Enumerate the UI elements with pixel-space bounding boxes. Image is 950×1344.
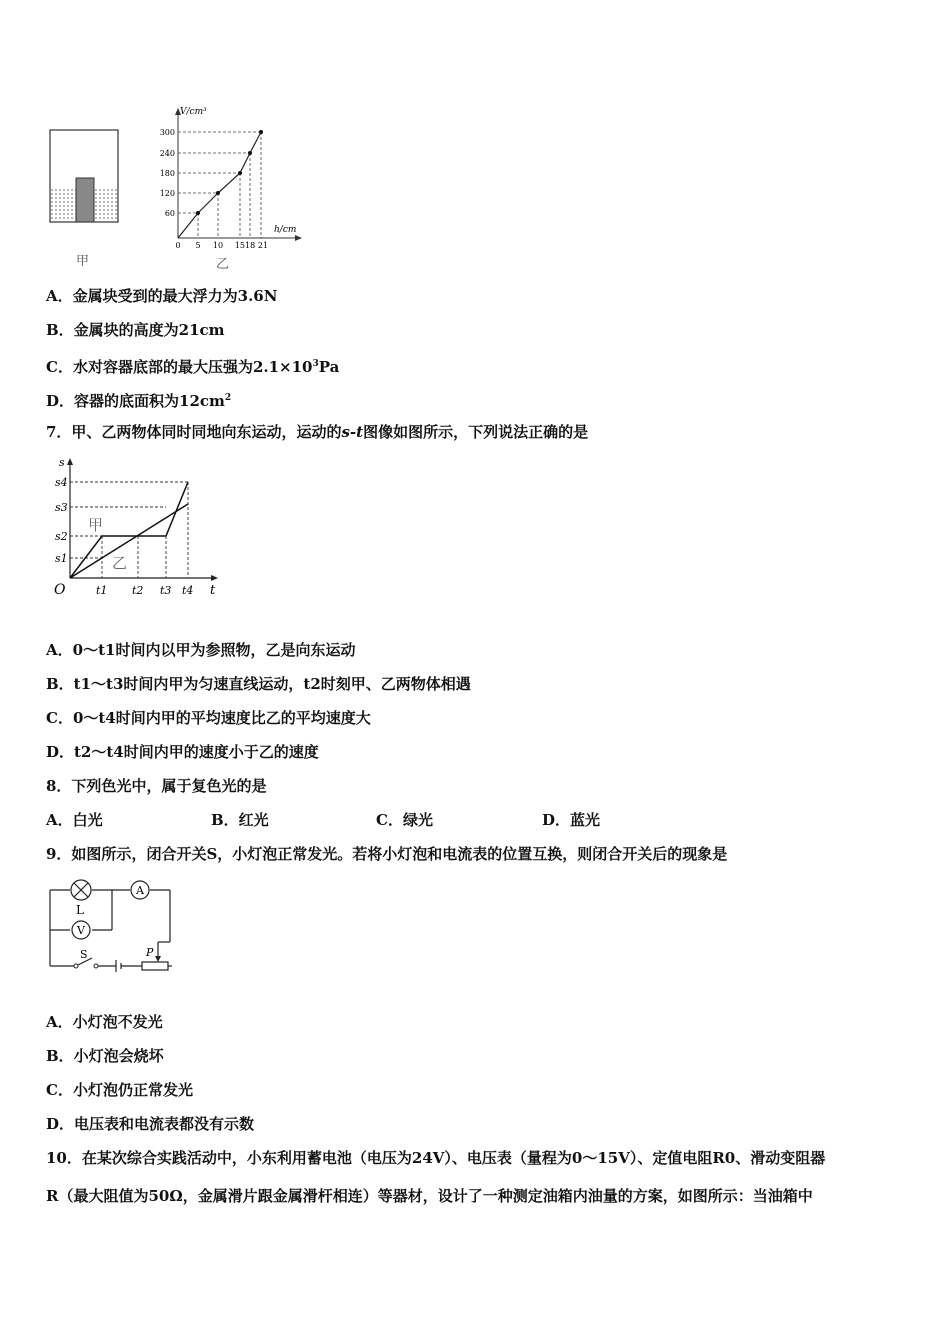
- q9-option-b[interactable]: B．小灯泡会烧坏: [46, 1047, 164, 1065]
- q7-option-a[interactable]: A．0～t1时间内以甲为参照物，乙是向东运动: [46, 641, 356, 659]
- series-label-yi: 乙: [112, 554, 128, 572]
- lamp-icon: [71, 880, 91, 900]
- x-tick: t2: [132, 584, 144, 597]
- svg-text:V: V: [77, 924, 85, 937]
- q8-stem: 8．下列色光中，属于复色光的是: [46, 777, 267, 795]
- slider-label: P: [146, 946, 154, 959]
- q7-option-b[interactable]: B．t1～t3时间内甲为匀速直线运动，t2时刻甲、乙两物体相遇: [46, 675, 471, 693]
- q8-option-a[interactable]: A．白光: [46, 811, 103, 829]
- y-tick: 60: [164, 209, 175, 218]
- svg-text:A: A: [136, 884, 144, 897]
- container-diagram: [46, 128, 122, 268]
- q8-option-b[interactable]: B．红光: [211, 811, 269, 829]
- q9-option-d[interactable]: D．电压表和电流表都没有示数: [46, 1115, 255, 1133]
- x-tick: 21: [257, 241, 269, 250]
- point: [259, 130, 263, 134]
- figure-container-jia: [46, 128, 122, 268]
- x-tick: t4: [182, 584, 194, 597]
- volume-line: [178, 132, 261, 238]
- q9-option-a[interactable]: A．小灯泡不发光: [46, 1013, 163, 1031]
- q9-stem: 9．如图所示，闭合开关S，小灯泡正常发光。若将小灯泡和电流表的位置互换，则闭合开关后的现象是: [46, 845, 728, 863]
- switch-label: S: [80, 948, 88, 961]
- figure-circuit: [46, 874, 182, 978]
- q6-option-d[interactable]: D．容器的底面积为$12cm^2$: [46, 392, 232, 410]
- voltmeter-icon: [72, 921, 90, 939]
- q8-option-c[interactable]: C．绿光: [376, 811, 433, 829]
- x-tick: 5: [195, 241, 201, 250]
- q10-line2: R（最大阻值为50Ω，金属滑片跟金属滑杆相连）等器材，设计了一种测定油箱内油量的方案，如图所示：当油箱中: [46, 1187, 813, 1205]
- y-tick: 240: [159, 149, 175, 158]
- q8-option-d[interactable]: D．蓝光: [542, 811, 601, 829]
- vh-graph: [150, 100, 310, 272]
- q7-option-d[interactable]: D．t2～t4时间内甲的速度小于乙的速度: [46, 743, 319, 761]
- figure-vh-graph: [150, 100, 310, 272]
- x-axis-label: t: [210, 583, 216, 598]
- y-tick: 180: [159, 169, 175, 178]
- q7-stem: 7．甲、乙两物体同时同地向东运动，运动的s-t图像如图所示，下列说法正确的是: [46, 423, 589, 441]
- q7-option-c[interactable]: C．0～t4时间内甲的平均速度比乙的平均速度大: [46, 709, 371, 727]
- ammeter-icon: [131, 881, 149, 899]
- y-tick: s4: [55, 476, 68, 489]
- y-tick: 300: [159, 128, 175, 137]
- x-tick: 10: [212, 241, 224, 250]
- point: [248, 151, 252, 155]
- caption-yi: 乙: [216, 257, 230, 272]
- q6-option-a[interactable]: A．金属块受到的最大浮力为3.6N: [46, 287, 278, 305]
- point: [196, 211, 200, 215]
- caption-jia: 甲: [76, 254, 90, 269]
- q6-option-b[interactable]: B．金属块的高度为21cm: [46, 321, 225, 339]
- figure-st-graph: [46, 454, 226, 604]
- lamp-label: L: [76, 903, 84, 917]
- origin-label: O: [54, 582, 66, 598]
- x-axis-label: h/cm: [274, 225, 297, 235]
- circuit-diagram: [46, 874, 182, 978]
- q6-option-c[interactable]: C．水对容器底部的最大压强为$2.1\times 10^3Pa$: [46, 358, 340, 376]
- x-tick: t3: [160, 584, 172, 597]
- y-tick: 120: [159, 189, 175, 198]
- x-tick: t1: [96, 584, 108, 597]
- x-tick: 1518: [234, 241, 256, 250]
- st-graph: [46, 454, 226, 604]
- y-tick: s2: [55, 530, 68, 543]
- series-label-jia: 甲: [88, 516, 104, 534]
- y-axis-label: s: [59, 456, 65, 469]
- point: [216, 191, 220, 195]
- x-tick: 0: [175, 241, 181, 250]
- y-tick: s3: [55, 501, 68, 514]
- metal-block: [76, 178, 94, 222]
- y-tick: s1: [55, 552, 68, 565]
- q9-option-c[interactable]: C．小灯泡仍正常发光: [46, 1081, 193, 1099]
- point: [238, 171, 242, 175]
- q10-line1: 10．在某次综合实践活动中，小东利用蓄电池（电压为24V）、电压表（量程为0～15V）、定值电阻R0、滑动变阻器: [46, 1149, 826, 1167]
- y-axis-label: V/cm³: [180, 107, 207, 117]
